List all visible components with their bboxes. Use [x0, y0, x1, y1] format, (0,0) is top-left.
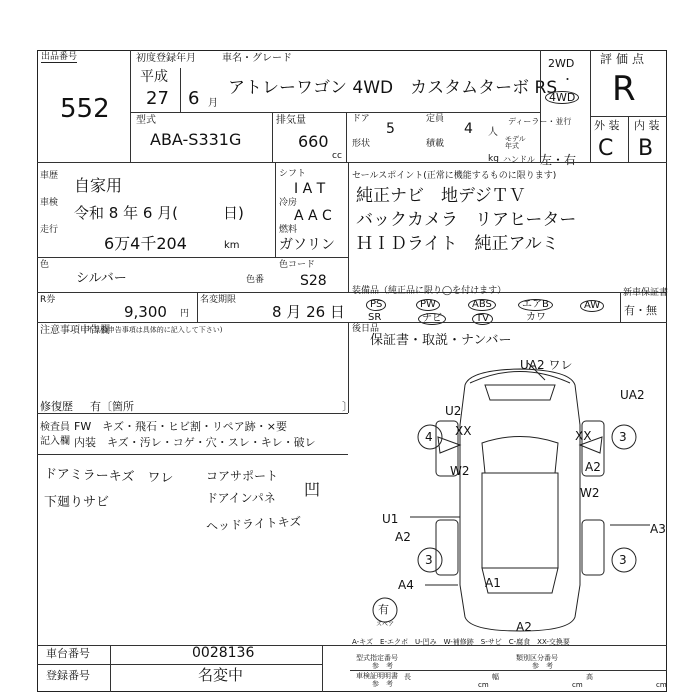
- deadline-label: 名変期限: [200, 295, 237, 305]
- inspector-row-1: FW キズ・飛石・ヒビ割・リペア跡・×要: [74, 420, 287, 433]
- era: 平成: [140, 69, 168, 85]
- mark-ua2-crack: UA2 ワレ: [520, 358, 573, 372]
- drive-2wd: 2WD: [548, 57, 575, 70]
- equip-ps: PS: [366, 299, 386, 311]
- note-mirror: ドアミラーキズ ワレ: [43, 466, 174, 487]
- equip-navi: ナビ: [418, 313, 446, 325]
- handle-label: ハンドル: [503, 155, 535, 164]
- recycle-unit: 円: [180, 309, 190, 319]
- fuel-label: 燃料: [279, 225, 298, 235]
- color-no: S28: [300, 273, 327, 289]
- class-no-label: 類別区分番号: [516, 654, 558, 662]
- mark-wheel-rl: 3: [425, 553, 433, 567]
- interior-label: 内 装: [634, 119, 660, 132]
- length-label: 長: [404, 673, 411, 681]
- mark-a1: A1: [485, 576, 501, 590]
- equipment-label: 装備品（純正品に限り◯を付けます）: [352, 286, 507, 296]
- mark-w2-right: W2: [580, 486, 600, 500]
- model-year-label: モデル 年式: [505, 135, 526, 150]
- reg-month-unit: 月: [208, 98, 218, 109]
- mark-xx-right: XX: [575, 429, 592, 443]
- reg-year: 27: [146, 88, 169, 109]
- note-dent: 凹: [304, 480, 321, 499]
- reg-month: 6: [188, 88, 200, 109]
- inspector-row-2: 内装 キズ・汚レ・コゲ・穴・スレ・キレ・破レ: [74, 436, 316, 449]
- model-value: ABA-S331G: [150, 130, 242, 149]
- drive-4wd: 4WD: [545, 91, 579, 104]
- repair-value: 有〔箇所: [90, 400, 134, 413]
- mark-spare-yes: 有: [378, 603, 389, 616]
- mark-w2-left: W2: [450, 464, 470, 478]
- equip-aw: AW: [580, 300, 604, 312]
- displacement-label: 排気量: [276, 115, 306, 126]
- score-value: R: [612, 69, 636, 109]
- seats-value: 4: [464, 121, 473, 137]
- shape-label: 形状: [352, 139, 371, 149]
- displacement-unit: cc: [332, 151, 342, 161]
- displacement-value: 660: [298, 132, 329, 151]
- height-unit: cm: [656, 681, 667, 689]
- mark-ua2-right: UA2: [620, 388, 645, 402]
- color-value: シルバー: [76, 271, 127, 286]
- width-label: 幅: [492, 673, 499, 681]
- notes-sub: (不具合申告事項は具体的に記入して下さい): [84, 326, 223, 334]
- equip-pw: PW: [416, 299, 440, 311]
- color-label: 色: [40, 260, 50, 270]
- mileage-unit: km: [224, 240, 240, 251]
- car-label: 車名・グレード: [222, 53, 292, 64]
- exterior-label: 外 装: [594, 119, 620, 132]
- documents-label: 後日品: [352, 324, 380, 334]
- cert-label: 車検証明明書: [356, 672, 398, 680]
- chassis-value: 0028136: [192, 645, 255, 661]
- handle-value: 左・右: [540, 153, 577, 167]
- deadline-value: 8 月 26 日: [272, 303, 345, 321]
- mark-a2-rear: A2: [516, 620, 532, 634]
- mark-a3: A3: [650, 522, 666, 536]
- sales-point-1: 純正ナビ 地デジＴＶ: [356, 186, 526, 206]
- chassis-label: 車台番号: [46, 647, 90, 660]
- width-unit: cm: [572, 681, 583, 689]
- mark-a2-left: A2: [395, 530, 411, 544]
- equip-sr: SR: [368, 312, 382, 323]
- inspection-value: 令和 8 年 6 月( 日): [74, 204, 244, 222]
- aircon-label: 冷房: [279, 198, 298, 208]
- recycle-value: 9,300: [124, 303, 167, 321]
- shift-label: シフト: [279, 169, 307, 179]
- repair-label: 修復歴: [40, 400, 73, 413]
- sales-point-3: ＨＩＤライト 純正アルミ: [356, 234, 559, 254]
- note-core-support: コアサポート: [206, 469, 279, 483]
- reg-value: 名変中: [198, 666, 244, 684]
- inspector-label-2: 記入欄: [40, 436, 70, 447]
- interior-value: B: [638, 136, 654, 161]
- history-value: 自家用: [74, 176, 123, 195]
- mark-wheel-fl: 4: [425, 430, 433, 444]
- mileage-value: 6万4千204: [104, 234, 187, 253]
- fuel-value: ガソリン: [279, 237, 335, 253]
- sales-points-label: セールスポイント(正常に機能するものに限ります): [352, 171, 557, 181]
- mark-u2: U2: [445, 404, 462, 418]
- documents-value: 保証書・取説・ナンバー: [370, 333, 512, 348]
- mileage-label: 走行: [40, 225, 59, 235]
- mark-spare-label: スペア: [376, 621, 395, 628]
- mark-u1: U1: [382, 512, 399, 526]
- shift-value: I A T: [294, 181, 326, 197]
- dealer-label: ディーラー・並行: [508, 117, 572, 126]
- car-name: アトレーワゴン 4WD カスタムターボ RS: [228, 78, 558, 98]
- reg-label: 登録番号: [46, 669, 90, 682]
- class-ref: 参 考: [532, 662, 553, 670]
- history-label: 車歴: [40, 171, 59, 181]
- note-headlight: ヘッドライトキズ: [205, 514, 302, 534]
- notes-label: 注意事項申告欄: [40, 325, 110, 336]
- doors-label: ドア: [352, 114, 370, 124]
- lot-number: 552: [60, 94, 110, 124]
- cert-ref: 参 考: [372, 680, 393, 688]
- seats-label: 定員: [426, 114, 445, 124]
- note-underbody: 下廻りサビ: [44, 495, 110, 510]
- equip-tv: TV: [472, 313, 493, 325]
- color-no-label: 色番: [246, 275, 265, 285]
- doors-value: 5: [386, 121, 395, 137]
- mark-wheel-rr: 3: [619, 553, 627, 567]
- exterior-value: C: [598, 136, 614, 161]
- equip-abs: ABS: [468, 299, 496, 311]
- warranty-value: 有・無: [624, 304, 657, 317]
- equip-airbag: エアB: [518, 299, 553, 311]
- repair-end: 〕: [342, 400, 353, 413]
- mark-a2-right: A2: [585, 460, 601, 474]
- warranty-label: 新車保証書: [623, 288, 669, 298]
- inspection-label: 車検: [40, 198, 59, 208]
- registration-label: 初度登録年月: [136, 53, 196, 64]
- height-label: 高: [586, 673, 593, 681]
- length-unit: cm: [478, 681, 489, 689]
- mark-a4: A4: [398, 578, 414, 592]
- load-unit: kg: [488, 154, 499, 164]
- type-ref: 参 考: [372, 662, 393, 670]
- inspector-label-1: 検査員: [40, 422, 70, 433]
- sales-point-2: バックカメラ リアヒーター: [356, 210, 577, 230]
- note-door-panel: ドアインパネ: [206, 491, 276, 505]
- equip-leather: カワ: [526, 312, 546, 323]
- recycle-label: R券: [40, 295, 56, 305]
- diagram-legend: A-キズ E-エクボ U-凹み W-補修跡 S-サビ C-腐食 XX-交換要: [352, 638, 570, 646]
- load-label: 積載: [426, 139, 445, 149]
- car-damage-diagram: [370, 355, 670, 645]
- type-no-label: 型式指定番号: [356, 654, 398, 662]
- color-code-label: 色コード: [279, 260, 316, 270]
- score-label: 評価点: [600, 52, 649, 66]
- lot-label: 出品番号: [41, 52, 78, 62]
- mark-wheel-fr: 3: [619, 430, 627, 444]
- aircon-value: A A C: [294, 208, 332, 224]
- model-label: 型式: [136, 115, 156, 126]
- mark-xx-left: XX: [455, 424, 472, 438]
- seats-unit: 人: [488, 127, 498, 138]
- drive-dot: ・: [562, 73, 573, 86]
